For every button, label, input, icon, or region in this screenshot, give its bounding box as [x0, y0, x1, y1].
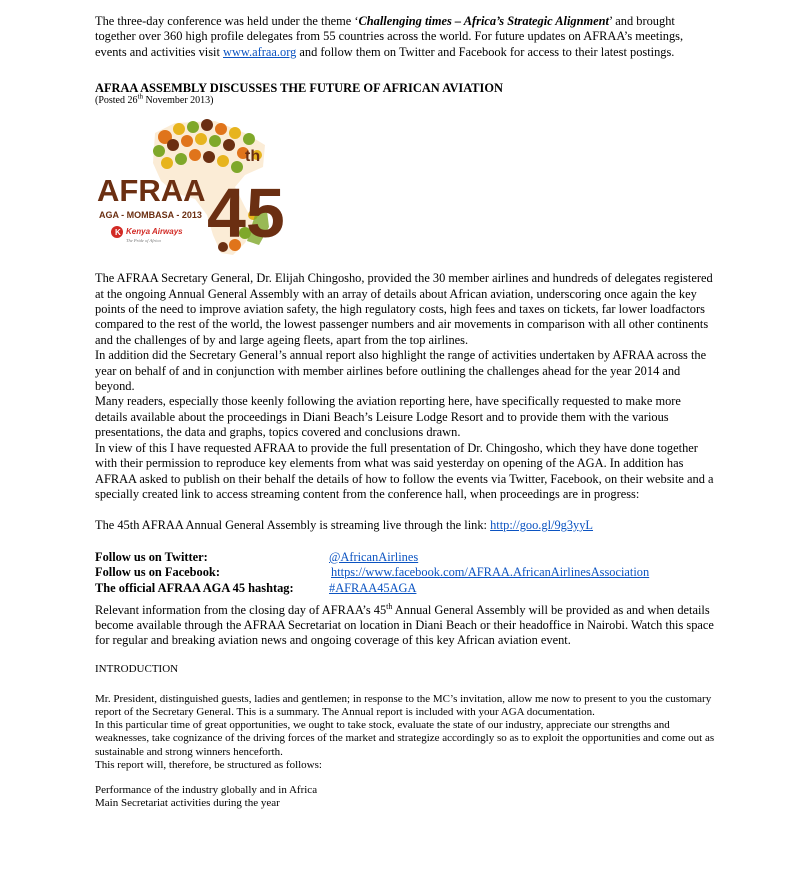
list-item: Main Secretariat activities during the year: [95, 797, 280, 810]
posted-date-sup: th: [137, 92, 143, 101]
intro-text-2: ’ and brought together over 360 high profile delegates from 55 countries across the world. For future updates on AFRAA’s meetings, events and activities visit: [95, 14, 684, 59]
hashtag-link[interactable]: #AFRAA45AGA: [329, 580, 417, 595]
list-item: Performance of the industry globally and in Africa: [95, 783, 318, 796]
introduction-s2: In this particular time of great opportunities, we ought to take stock, evaluate the state of our industry, appreciate our strengths and weaknesses, take cognizance of the driving forces of the market and strategize accordingly so as to exploit the opportunities and come out as sustainable and strong winners henceforth.: [95, 719, 715, 758]
article-headline: AFRAA ASSEMBLY DISCUSSES THE FUTURE OF AFRICAN AVIATION: [95, 81, 503, 96]
logo-45-text: 45: [207, 174, 285, 253]
africa-map-graphic: [95, 115, 285, 265]
introduction-s3: This report will, therefore, be structured as follows:: [95, 758, 322, 771]
kenya-airways-text: Kenya Airways: [126, 227, 183, 237]
stream-line: [95, 518, 715, 533]
intro-paragraph: [95, 14, 715, 60]
logo-aga-text: AGA - MOMBASA - 2013: [99, 210, 202, 221]
follow-block: [95, 550, 715, 597]
introduction-heading: INTRODUCTION: [95, 662, 179, 675]
afraa-website-link[interactable]: www.afraa.org: [223, 44, 297, 59]
follow-hashtag-row: [95, 581, 715, 597]
afraa-45th-logo: [95, 115, 285, 265]
facebook-link[interactable]: https://www.facebook.com/AFRAA.AfricanAirlinesAssociation: [331, 565, 650, 580]
body-paragraph-4: In view of this I have requested AFRAA to provide the full presentation of Dr. Chingosho, which they have done together with their permission to reproduce key elements from what was said yesterday on opening of the AGA. In addition has AFRAA asked to publish on their behalf the details of how to follow the events via Twitter, Facebook, on their website and a specially created link to access streaming content from the conference hall, when proceedings are in progress:: [95, 440, 714, 501]
twitter-label: Follow us on Twitter:: [95, 549, 208, 564]
structure-list: [95, 784, 715, 810]
posted-date-b: November 2013): [142, 95, 214, 107]
body-paragraph-2: In addition did the Secretary General’s annual report also highlight the range of activities undertaken by AFRAA across the year on behalf of and in conjunction with member airlines before outlining the challenges ahead for the year 2014 and beyond.: [95, 348, 707, 394]
body-paragraph-1: The AFRAA Secretary General, Dr. Elijah Chingosho, provided the 30 member airlines and hundreds of delegates registered at the ongoing Annual General Assembly with an array of details about African aviation, underscoring once again the key points of the need to improve aviation safety, the high regulatory costs, high fees and taxes on tickets, far lower loadfactors compared to the rest of the world, the lowest passenger numbers and air movements in comparison with all other continents and the challenges of by and large ageing fleets, apart from the top airlines.: [95, 271, 713, 347]
body-paragraph-3: Many readers, especially those keenly following the aviation reporting here, have specifically requested to make more details available about the proceedings in Diani Beach’s Leisure Lodge Resort and to provide them with the various presentations, the data and graphs, topics covered and conclusions drawn.: [95, 394, 681, 440]
posted-date: [95, 92, 715, 107]
document-page: [95, 14, 715, 810]
introduction-body: [95, 693, 715, 772]
intro-text-3: and follow them on Twitter and Facebook for access to their latest postings.: [296, 44, 675, 59]
follow-facebook-row: [95, 565, 715, 581]
relevant-text-a: Relevant information from the closing day of AFRAA’s 45: [95, 602, 387, 617]
stream-text: The 45th AFRAA Annual General Assembly is streaming live through the link:: [95, 518, 491, 533]
intro-text-1: The three-day conference was held under the theme ‘: [95, 14, 359, 28]
facebook-label: Follow us on Facebook:: [95, 565, 220, 580]
relevant-text-b: Annual General Assembly will be provided as and when details become available through the AFRAA Secretariat on location in Diani Beach or their headoffice in Nairobi. Watch this space for regular and breaking aviation news and ongoing coverage of this key African aviation event.: [95, 602, 714, 648]
conference-theme: Challenging times – Africa’s Strategic Alignment: [358, 14, 609, 28]
relevant-paragraph: [95, 603, 715, 649]
relevant-sup: th: [386, 601, 393, 611]
stream-link[interactable]: http://goo.gl/9g3yyL: [490, 518, 594, 533]
introduction-s1: Mr. President, distinguished guests, ladies and gentlemen; in response to the MC’s invitation, allow me now to present to you the customary report of the Secretary General. This is a summary. The Annual report is included with your AGA documentation.: [95, 692, 712, 718]
twitter-link[interactable]: @AfricanAirlines: [329, 549, 419, 564]
kenya-airways-tagline: The Pride of Africa: [126, 238, 161, 244]
follow-twitter-row: [95, 550, 715, 566]
hashtag-label: The official AFRAA AGA 45 hashtag:: [95, 580, 294, 595]
svg-text:K: K: [115, 228, 121, 238]
logo-afraa-text: AFRAA: [97, 173, 206, 209]
logo-th-text: th: [245, 148, 261, 166]
posted-date-a: (Posted 26: [95, 95, 138, 107]
